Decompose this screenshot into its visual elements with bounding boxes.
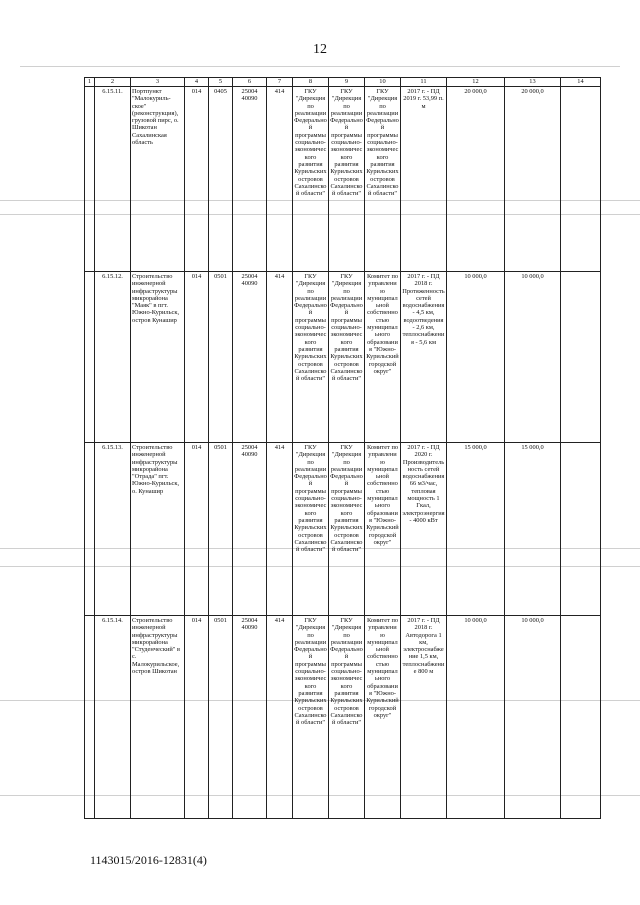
table-row xyxy=(85,616,601,819)
cell-section: 0501 xyxy=(209,272,233,443)
header-cell: 14 xyxy=(561,78,601,87)
cell-target-article: 25004 40090 xyxy=(233,272,267,443)
cell-expense-type: 414 xyxy=(267,443,293,616)
header-cell: 1 xyxy=(85,78,95,87)
header-cell: 6 xyxy=(233,78,267,87)
cell-item-number: 6.15.14. xyxy=(95,616,131,819)
cell-col14 xyxy=(561,443,601,616)
cell-terms-capacity: 2017 г. - ПД 2018 г. Протяженность сетей водоснабжения - 4,5 км, водоотведения - 2,6 км, теплоснабжения - 5,6 км xyxy=(401,272,447,443)
cell-col14 xyxy=(561,616,601,819)
cell-customer: ГКУ "Дирекция по реализации Федеральной программы социально-экономического развития Курильских островов Сахалинской области" xyxy=(293,616,329,819)
cell-col1 xyxy=(85,443,95,616)
cell-target-article: 25004 40090 xyxy=(233,443,267,616)
cell-amount-total: 15 000,0 xyxy=(447,443,505,616)
cell-col1 xyxy=(85,616,95,819)
cell-item-number: 6.15.12. xyxy=(95,272,131,443)
header-cell: 10 xyxy=(365,78,401,87)
table-row xyxy=(85,87,601,272)
cell-owner: Комитет по управлению муниципальной собственностью муниципального образования "Южно-Курильский городской округ" xyxy=(365,616,401,819)
header-cell: 4 xyxy=(185,78,209,87)
cell-terms-capacity: 2017 г. - ПД 2020 г. Производительность сетей водоснабжения 66 м3/час, тепловая мощность 1 Гкал, электроэнергия - 4000 кВт xyxy=(401,443,447,616)
cell-section: 0405 xyxy=(209,87,233,272)
cell-target-article: 25004 40090 xyxy=(233,616,267,819)
cell-expense-type: 414 xyxy=(267,272,293,443)
program-table xyxy=(84,77,601,819)
header-numbers-row xyxy=(85,78,601,87)
cell-object-name: Строительство инженерной инфраструктуры микрорайона "Студенческий" в с. Малокурильское, остров Шикотан xyxy=(131,616,185,819)
header-cell: 9 xyxy=(329,78,365,87)
cell-expense-type: 414 xyxy=(267,616,293,819)
cell-object-name: Строительство инженерной инфраструктуры микрорайона "Маяк" в пгт. Южно-Курильск, остров Кунашир xyxy=(131,272,185,443)
cell-amount-year: 15 000,0 xyxy=(505,443,561,616)
cell-col14 xyxy=(561,272,601,443)
cell-owner: ГКУ "Дирекция по реализации Федеральной программы социально-экономического развития Курильских островов Сахалинской области" xyxy=(365,87,401,272)
cell-amount-year: 20 000,0 xyxy=(505,87,561,272)
cell-amount-total: 10 000,0 xyxy=(447,272,505,443)
cell-col1 xyxy=(85,87,95,272)
cell-code: 014 xyxy=(185,272,209,443)
cell-developer: ГКУ "Дирекция по реализации Федеральной программы социально-экономического развития Курильских островов Сахалинской области" xyxy=(329,272,365,443)
document-code: 1143015/2016-12831(4) xyxy=(90,853,207,867)
header-cell: 12 xyxy=(447,78,505,87)
cell-amount-total: 20 000,0 xyxy=(447,87,505,272)
header-cell: 5 xyxy=(209,78,233,87)
scan-noise-line xyxy=(20,66,620,67)
cell-section: 0501 xyxy=(209,443,233,616)
cell-col1 xyxy=(85,272,95,443)
cell-amount-year: 10 000,0 xyxy=(505,616,561,819)
cell-terms-capacity: 2017 г. - ПД 2019 г. 53,99 п. м xyxy=(401,87,447,272)
cell-code: 014 xyxy=(185,87,209,272)
cell-object-name: Портпункт "Малокуриль-ское" (реконструкция), грузовой пирс, о. Шикотан Сахалинская область xyxy=(131,87,185,272)
cell-customer: ГКУ "Дирекция по реализации Федеральной программы социально-экономического развития Курильских островов Сахалинской области" xyxy=(293,443,329,616)
cell-target-article: 25004 40090 xyxy=(233,87,267,272)
page-number: 12 xyxy=(313,42,327,57)
cell-developer: ГКУ "Дирекция по реализации Федеральной программы социально-экономического развития Курильских островов Сахалинской области" xyxy=(329,87,365,272)
header-cell: 3 xyxy=(131,78,185,87)
header-cell: 7 xyxy=(267,78,293,87)
table-row xyxy=(85,272,601,443)
header-cell: 8 xyxy=(293,78,329,87)
cell-amount-total: 10 000,0 xyxy=(447,616,505,819)
cell-customer: ГКУ "Дирекция по реализации Федеральной программы социально-экономического развития Курильских островов Сахалинской области" xyxy=(293,272,329,443)
cell-object-name: Строительство инженерной инфраструктуры микрорайона "Отрада" пгт. Южно-Курильск, о. Кунашир xyxy=(131,443,185,616)
cell-code: 014 xyxy=(185,616,209,819)
cell-col14 xyxy=(561,87,601,272)
cell-code: 014 xyxy=(185,443,209,616)
cell-item-number: 6.15.13. xyxy=(95,443,131,616)
header-cell: 2 xyxy=(95,78,131,87)
cell-customer: ГКУ "Дирекция по реализации Федеральной программы социально-экономического развития Курильских островов Сахалинской области" xyxy=(293,87,329,272)
cell-section: 0501 xyxy=(209,616,233,819)
cell-item-number: 6.15.11. xyxy=(95,87,131,272)
cell-owner: Комитет по управлению муниципальной собственностью муниципального образования "Южно-Курильский городской округ" xyxy=(365,443,401,616)
cell-amount-year: 10 000,0 xyxy=(505,272,561,443)
cell-developer: ГКУ "Дирекция по реализации Федеральной программы социально-экономического развития Курильских островов Сахалинской области" xyxy=(329,443,365,616)
table-row xyxy=(85,443,601,616)
header-cell: 11 xyxy=(401,78,447,87)
cell-developer: ГКУ "Дирекция по реализации Федеральной программы социально-экономического развития Курильских островов Сахалинской области" xyxy=(329,616,365,819)
header-cell: 13 xyxy=(505,78,561,87)
cell-expense-type: 414 xyxy=(267,87,293,272)
cell-terms-capacity: 2017 г. - ПД 2018 г. Автодорога 1 км, электроснабжение 1,5 км, теплоснабжение 800 м xyxy=(401,616,447,819)
cell-owner: Комитет по управлению муниципальной собственностью муниципального образования "Южно-Курильский городской округ" xyxy=(365,272,401,443)
